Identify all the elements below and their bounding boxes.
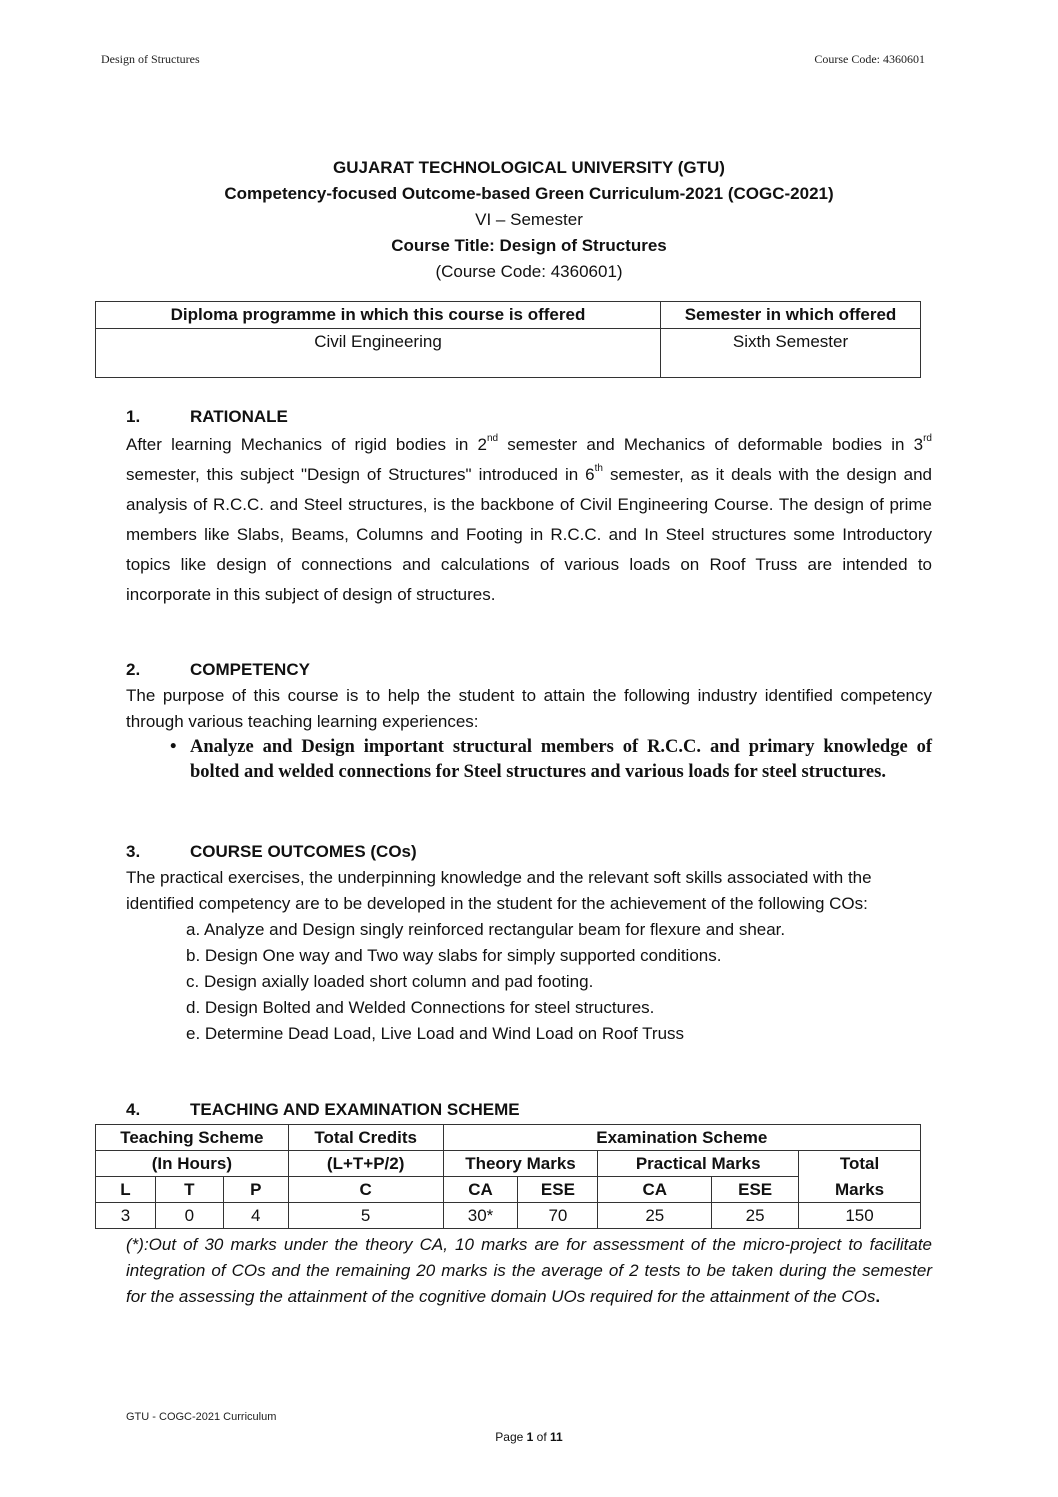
section-number: 4. xyxy=(126,1100,141,1119)
course-outcome-item: d. Design Bolted and Welded Connections for steel structures. xyxy=(186,998,655,1017)
section-title: COMPETENCY xyxy=(190,660,310,679)
practical-value: 4 xyxy=(223,1203,288,1229)
course-title: Course Title: Design of Structures xyxy=(391,236,667,255)
programme-table xyxy=(95,301,921,378)
tutorial-value: 0 xyxy=(155,1203,223,1229)
course-outcome-item: c. Design axially loaded short column and pad footing. xyxy=(186,972,594,991)
section-title: COURSE OUTCOMES (COs) xyxy=(190,842,417,861)
theory-ca-header: CA xyxy=(443,1177,518,1203)
theory-marks-header: Theory Marks xyxy=(443,1151,598,1177)
marks-header: Marks xyxy=(799,1177,921,1203)
superscript: nd xyxy=(486,433,499,445)
programme-table-row xyxy=(96,329,921,378)
page-word: Page xyxy=(495,1430,527,1444)
section-title: RATIONALE xyxy=(190,407,288,426)
semester-offered-value: Sixth Semester xyxy=(661,329,921,378)
in-hours-header: (In Hours) xyxy=(96,1151,289,1177)
footer-curriculum-label: GTU - COGC-2021 Curriculum xyxy=(126,1411,277,1423)
title-block xyxy=(0,155,1058,285)
university-name: GUJARAT TECHNOLOGICAL UNIVERSITY (GTU) xyxy=(333,158,725,177)
text-run: semester and Mechanics of deformable bodies in 3 xyxy=(498,435,924,454)
superscript: rd xyxy=(923,433,932,445)
section-course-outcomes xyxy=(126,839,932,1047)
practical-ese-header: ESE xyxy=(712,1177,799,1203)
of-word: of xyxy=(533,1430,551,1444)
teaching-scheme-header: Teaching Scheme xyxy=(96,1125,289,1151)
credits-header: C xyxy=(288,1177,443,1203)
course-outcome-item: e. Determine Dead Load, Live Load and Wind Load on Roof Truss xyxy=(186,1024,685,1043)
programme-header: Diploma programme in which this course is offered xyxy=(96,302,661,329)
programme-value: Civil Engineering xyxy=(96,329,661,378)
theory-ca-value: 30* xyxy=(443,1203,518,1229)
text-run: semester, as it deals with the design and analysis of R.C.C. and Steel structures, is the backbone of Civil Engineering Course. The design of prime members like Slabs, Beams, Columns and Footing in R.C.C. and In Steel structures some Introductory topics like design of connections and calculations of various loads on Roof Truss are intended to incorporate in this subject of design of structures. xyxy=(126,465,932,604)
course-outcomes-intro: The practical exercises, the underpinning knowledge and the relevant soft skills associated with the identified competency are to be developed in the student for the achievement of the following COs: xyxy=(126,868,872,913)
practical-ca-value: 25 xyxy=(598,1203,712,1229)
rationale-paragraph xyxy=(126,430,932,610)
theory-ese-value: 70 xyxy=(518,1203,598,1229)
section-heading xyxy=(126,657,932,683)
scheme-footnote xyxy=(126,1232,932,1310)
total-marks-value: 150 xyxy=(799,1203,921,1229)
scheme-header-row-2 xyxy=(96,1151,921,1177)
theory-ese-header: ESE xyxy=(518,1177,598,1203)
section-number: 3. xyxy=(126,842,141,861)
footnote-text: (*):Out of 30 marks under the theory CA, 10 marks are for assessment of the micro-project to facilitate integration of COs and the remaining 20 marks is the average of 2 tests to be taken during the semester for the assessing the attainment of the cognitive domain UOs required for the attainment of the COs xyxy=(126,1235,932,1306)
scheme-header-row-1 xyxy=(96,1125,921,1151)
section-competency xyxy=(126,657,932,784)
practical-header: P xyxy=(223,1177,288,1203)
section-number: 1. xyxy=(126,407,141,426)
course-outcomes-list xyxy=(126,917,932,1047)
total-header: Total xyxy=(799,1151,921,1177)
footnote-end: . xyxy=(875,1287,881,1306)
semester-label: VI – Semester xyxy=(475,210,583,229)
total-credits-header: Total Credits xyxy=(288,1125,443,1151)
credits-value: 5 xyxy=(288,1203,443,1229)
running-header-course-code: Course Code: 4360601 xyxy=(814,52,925,66)
scheme-values-row xyxy=(96,1203,921,1229)
bullet-icon: • xyxy=(170,737,177,757)
lecture-header: L xyxy=(96,1177,156,1203)
semester-offered-header: Semester in which offered xyxy=(661,302,921,329)
competency-list xyxy=(126,735,932,784)
practical-ca-header: CA xyxy=(598,1177,712,1203)
scheme-header-row-3 xyxy=(96,1177,921,1203)
examination-scheme-header: Examination Scheme xyxy=(443,1125,920,1151)
section-scheme-heading xyxy=(126,1097,932,1123)
superscript: th xyxy=(594,463,603,475)
teaching-examination-scheme-table xyxy=(95,1124,921,1229)
programme-table-header-row xyxy=(96,302,921,329)
competency-text: Analyze and Design important structural members of R.C.C. and primary knowledge of bolted and welded connections for Steel structures and various loads for steel structures. xyxy=(190,737,932,782)
competency-item xyxy=(126,735,932,784)
lecture-value: 3 xyxy=(96,1203,156,1229)
section-rationale xyxy=(126,404,932,610)
practical-marks-header: Practical Marks xyxy=(598,1151,799,1177)
running-header-title: Design of Structures xyxy=(101,52,200,66)
competency-intro: The purpose of this course is to help the student to attain the following industry identified competency through various teaching learning experiences: xyxy=(126,686,932,731)
current-page: 1 xyxy=(526,1430,534,1444)
course-outcome-item: a. Analyze and Design singly reinforced rectangular beam for flexure and shear. xyxy=(186,920,786,939)
text-run: semester, this subject "Design of Structures" introduced in 6 xyxy=(126,465,595,484)
section-title: TEACHING AND EXAMINATION SCHEME xyxy=(190,1100,520,1119)
section-heading xyxy=(126,404,932,430)
curriculum-name: Competency-focused Outcome-based Green Curriculum-2021 (COGC-2021) xyxy=(224,184,834,203)
course-code: (Course Code: 4360601) xyxy=(435,262,623,281)
section-heading xyxy=(126,1097,932,1123)
page-number xyxy=(0,1430,1058,1444)
text-run: After learning Mechanics of rigid bodies in 2 xyxy=(126,435,487,454)
course-outcome-item: b. Design One way and Two way slabs for simply supported conditions. xyxy=(186,946,722,965)
section-number: 2. xyxy=(126,660,141,679)
tutorial-header: T xyxy=(155,1177,223,1203)
total-pages: 11 xyxy=(550,1430,563,1444)
section-heading xyxy=(126,839,932,865)
practical-ese-value: 25 xyxy=(712,1203,799,1229)
credits-formula-header: (L+T+P/2) xyxy=(288,1151,443,1177)
